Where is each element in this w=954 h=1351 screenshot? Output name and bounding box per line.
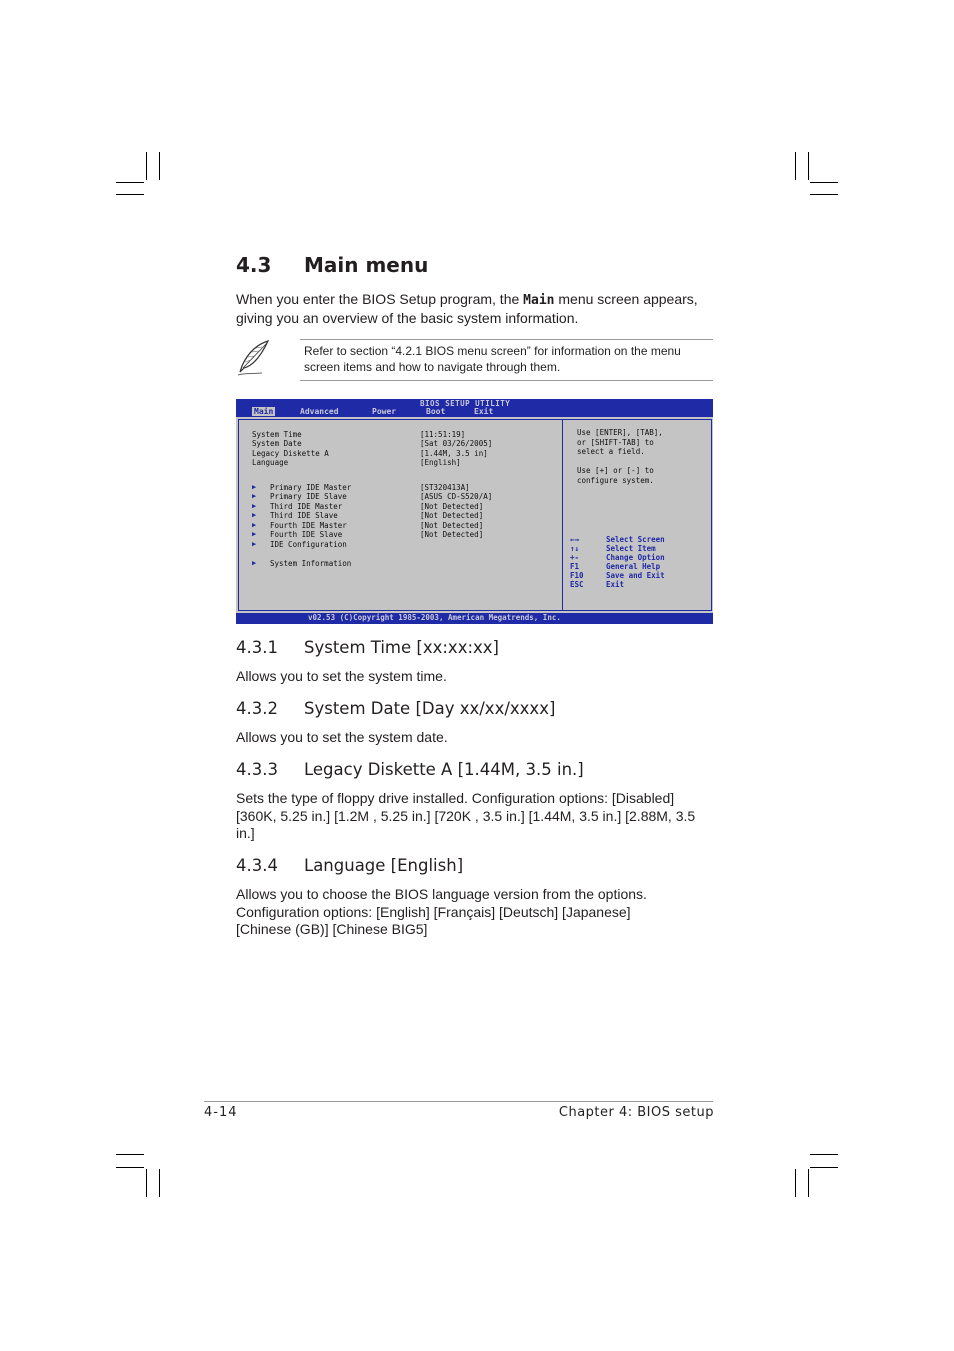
subsection-heading: [236, 699, 555, 718]
bios-title: BIOS SETUP UTILITY: [420, 399, 511, 408]
bios-item-value[interactable]: [Sat 03/26/2005]: [420, 439, 493, 448]
intro-paragraph: [236, 291, 716, 327]
subsection-number: 4.3.2: [236, 699, 278, 718]
bios-key-desc: Select Screen: [606, 535, 665, 544]
bios-tab-main[interactable]: Main: [254, 407, 274, 416]
bios-tab-power[interactable]: Power: [372, 407, 397, 416]
submenu-arrow-icon: ▶: [252, 502, 257, 510]
bios-submenu-label[interactable]: Primary IDE Master: [270, 483, 352, 492]
subsection-number: 4.3.4: [236, 856, 278, 875]
bios-key-desc: General Help: [606, 562, 661, 571]
bios-item-value[interactable]: [11:51:19]: [420, 430, 466, 439]
bios-tab-advanced[interactable]: Advanced: [300, 407, 339, 416]
subsection-title: System Time [xx:xx:xx]: [304, 638, 499, 657]
chapter-label: Chapter 4: BIOS setup: [558, 1105, 714, 1120]
bios-help-line: or [SHIFT-TAB] to: [577, 437, 654, 447]
bios-submenu-label[interactable]: Third IDE Master: [270, 502, 343, 511]
intro-text-before: When you enter the BIOS Setup program, the: [236, 291, 524, 307]
subsection-body: Allows you to set the system time.: [236, 668, 447, 684]
bios-help-line: Use [ENTER], [TAB],: [577, 428, 663, 437]
bios-key: F1: [570, 562, 580, 571]
bios-key: F10: [570, 571, 584, 580]
subsection-number: 4.3.3: [236, 760, 278, 779]
note-top-rule: [300, 339, 713, 340]
subsection-heading: [236, 856, 463, 875]
submenu-arrow-icon: ▶: [252, 521, 257, 529]
bios-submenu-value: [Not Detected]: [420, 521, 484, 530]
page-number: 4-14: [204, 1105, 238, 1120]
bios-submenu-value: [Not Detected]: [420, 511, 484, 520]
bios-help-line: configure system.: [577, 475, 654, 485]
subsection-title: Language [English]: [304, 856, 464, 875]
submenu-arrow-icon: ▶: [252, 530, 257, 538]
bios-key: +-: [570, 553, 580, 562]
bios-key: ↑↓: [570, 544, 580, 553]
bios-key-desc: Exit: [606, 580, 625, 589]
bios-submenu-label[interactable]: Fourth IDE Slave: [270, 530, 343, 539]
section-title-text: Main menu: [304, 253, 429, 277]
bios-key: ←→: [570, 535, 580, 544]
bios-submenu-label[interactable]: Primary IDE Slave: [270, 492, 347, 501]
bios-key-desc: Change Option: [606, 553, 665, 562]
bios-item-label[interactable]: Language: [252, 458, 289, 467]
note-bottom-rule: [300, 380, 713, 381]
page-title: [236, 253, 428, 277]
bios-submenu-label[interactable]: Third IDE Slave: [270, 511, 338, 520]
bios-key-desc: Save and Exit: [606, 571, 665, 580]
note-text: Refer to section “4.2.1 BIOS menu screen” for information on the menu screen items and how to navigate through them.: [304, 344, 681, 374]
submenu-arrow-icon: ▶: [252, 492, 257, 500]
submenu-arrow-icon: ▶: [252, 511, 257, 519]
submenu-arrow-icon: ▶: [252, 559, 257, 567]
bios-submenu-label[interactable]: IDE Configuration: [270, 540, 347, 549]
section-number: 4.3: [236, 253, 272, 277]
bios-submenu-value: [ASUS CD-S520/A]: [420, 492, 493, 501]
subsection-body: Allows you to choose the BIOS language version from the options. Configuration options: [English] [Français] [Deutsch] [Japanese] [Chinese (GB)] [Chinese BIG5]: [236, 886, 647, 937]
intro-text-after: menu screen appears, giving you an overview of the basic system information.: [236, 291, 698, 326]
bios-system-information[interactable]: System Information: [270, 559, 352, 568]
bios-key-desc: Select Item: [606, 544, 656, 553]
bios-tab-boot[interactable]: Boot: [426, 407, 446, 416]
bios-key: ESC: [570, 580, 584, 589]
bios-submenu-label[interactable]: Fourth IDE Master: [270, 521, 347, 530]
bios-item-label[interactable]: System Date: [252, 439, 302, 448]
bios-submenu-value: [ST320413A]: [420, 483, 470, 492]
bios-footer-bar: [236, 613, 713, 624]
subsection-body: Allows you to set the system date.: [236, 729, 448, 745]
bios-tab-exit[interactable]: Exit: [474, 407, 494, 416]
bios-screenshot: [236, 399, 713, 624]
bios-help-line: Use [+] or [-] to: [577, 466, 654, 475]
bios-item-value[interactable]: [English]: [420, 458, 461, 467]
submenu-arrow-icon: ▶: [252, 540, 257, 548]
bios-submenu-value: [Not Detected]: [420, 530, 484, 539]
feather-pen-icon: [234, 338, 274, 378]
bios-help-line: select a field.: [577, 447, 645, 456]
bios-item-label[interactable]: System Time: [252, 430, 302, 439]
bios-copyright: v02.53 (C)Copyright 1985-2003, American Megatrends, Inc.: [308, 613, 561, 622]
submenu-arrow-icon: ▶: [252, 483, 257, 491]
intro-keyword: Main: [523, 293, 555, 308]
subsection-body: Sets the type of floppy drive installed. Configuration options: [Disabled] [360K, 5.25 in.] [1.2M , 5.25 in.] [720K , 3.5 in.] [1.44M, 3.5 in.] [2.88M, 3.5 in.]: [236, 790, 696, 841]
subsection-title: Legacy Diskette A [1.44M, 3.5 in.]: [304, 760, 584, 779]
bios-submenu-value: [Not Detected]: [420, 502, 484, 511]
subsection-heading: [236, 760, 584, 779]
bios-item-label[interactable]: Legacy Diskette A: [252, 449, 329, 458]
subsection-number: 4.3.1: [236, 638, 278, 657]
footer-rule: [204, 1101, 713, 1102]
subsection-heading: [236, 638, 499, 657]
subsection-title: System Date [Day xx/xx/xxxx]: [304, 699, 556, 718]
bios-item-value[interactable]: [1.44M, 3.5 in]: [420, 449, 488, 458]
